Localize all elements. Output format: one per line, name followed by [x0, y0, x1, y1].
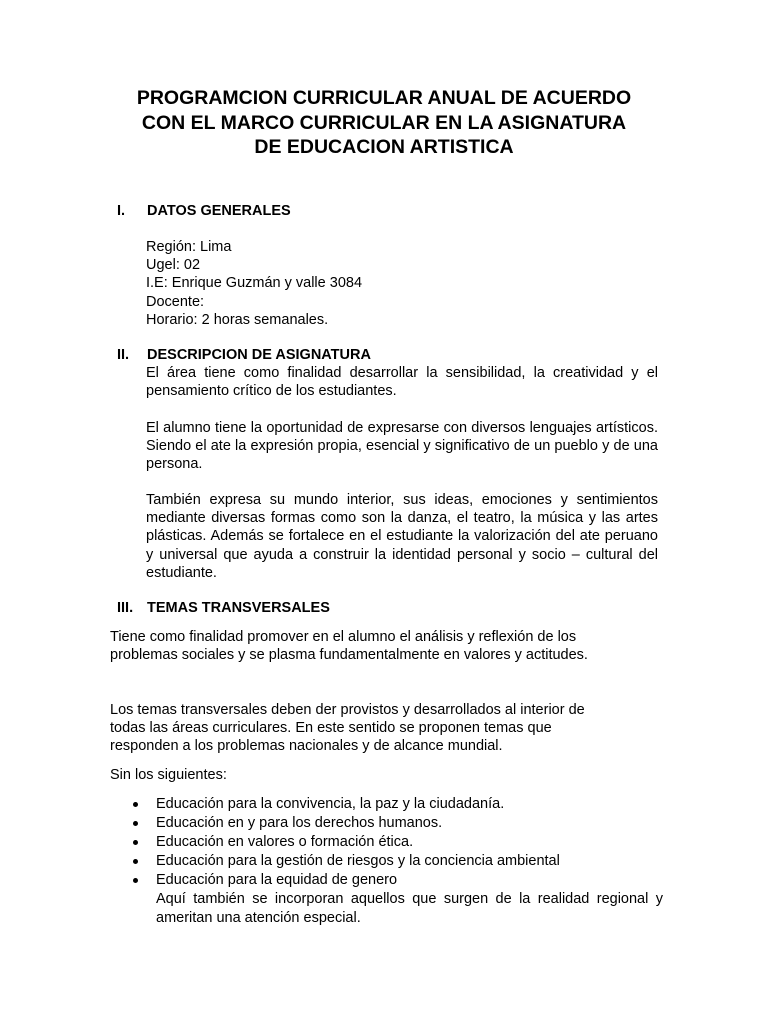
list-item-note: Aquí también se incorporan aquellos que surgen de la realidad regional y ameritan una atención especial.	[156, 891, 663, 926]
section-2-number: II.	[117, 347, 130, 363]
bullet-icon	[133, 821, 138, 826]
transversal-paragraph-1	[110, 628, 658, 664]
description-paragraph-3: También expresa su mundo interior, sus ideas, emociones y sentimientos mediante diversas formas como son la danza, el teatro, la música y las artes plásticas. Además se fortalece en el estudiante la valorización del ate peruano y universal que ayuda a construir la identidad personal y socio – cultural del estudiante.	[146, 492, 658, 581]
title-line-2: CON EL MARCO CURRICULAR EN LA ASIGNATURA	[141, 111, 627, 134]
general-data-list	[146, 238, 658, 329]
paragraph-line: problemas sociales y se plasma fundamentalmente en valores y actitudes.	[110, 647, 588, 664]
list-intro	[110, 766, 658, 784]
bullet-icon	[133, 859, 138, 864]
list-item	[133, 814, 663, 833]
list-item	[133, 871, 663, 928]
section-1-heading	[117, 202, 291, 220]
description-paragraph-2: El alumno tiene la oportunidad de expresarse con diversos lenguajes artísticos. Siendo el ate la expresión propia, esencial y significativo de un pueblo y de una persona.	[146, 420, 658, 473]
bullet-icon	[133, 802, 138, 807]
title-line-1: PROGRAMCION CURRICULAR ANUAL DE ACUERDO	[136, 87, 632, 109]
description-paragraph-1: El área tiene como finalidad desarrollar la sensibilidad, la creatividad y el pensamiento crítico de los estudiantes.	[146, 365, 658, 400]
list-item	[133, 833, 663, 852]
section-3-title: TEMAS TRANSVERSALES	[147, 600, 330, 616]
section-2-title: DESCRIPCION DE ASIGNATURA	[147, 347, 371, 363]
list-item-text: Educación en valores o formación ética.	[156, 834, 414, 850]
transversal-topics-list	[133, 795, 663, 928]
section-1-title: DATOS GENERALES	[147, 203, 291, 219]
list-item	[133, 795, 663, 814]
field-school: I.E: Enrique Guzmán y valle 3084	[146, 275, 363, 292]
transversal-paragraph-2	[110, 701, 658, 756]
section-3-number: III.	[117, 600, 134, 616]
paragraph-line: responden a los problemas nacionales y de alcance mundial.	[110, 738, 503, 755]
field-ugel: Ugel: 02	[146, 257, 201, 274]
section-1-number: I.	[117, 203, 126, 219]
list-intro-text: Sin los siguientes:	[110, 767, 227, 783]
section-2-heading	[117, 346, 371, 364]
paragraph-line: todas las áreas curriculares. En este sentido se proponen temas que	[110, 720, 552, 737]
title-line-3: DE EDUCACION ARTISTICA	[254, 136, 514, 158]
list-item-text: Educación para la equidad de genero	[156, 872, 398, 888]
list-item	[133, 852, 663, 871]
list-item-text: Educación para la convivencia, la paz y la ciudadanía.	[156, 796, 505, 812]
field-region: Región: Lima	[146, 239, 232, 255]
bullet-icon	[133, 878, 138, 883]
paragraph-line: Los temas transversales deben der provistos y desarrollados al interior de	[110, 702, 585, 718]
document-title	[100, 86, 668, 160]
list-item-text: Educación para la gestión de riesgos y la conciencia ambiental	[156, 853, 560, 869]
section-3-heading	[117, 599, 330, 617]
bullet-icon	[133, 840, 138, 845]
list-item-text: Educación en y para los derechos humanos.	[156, 815, 443, 831]
paragraph-line: Tiene como finalidad promover en el alumno el análisis y reflexión de los	[110, 629, 577, 645]
field-schedule: Horario: 2 horas semanales.	[146, 311, 329, 328]
field-teacher: Docente:	[146, 293, 205, 310]
